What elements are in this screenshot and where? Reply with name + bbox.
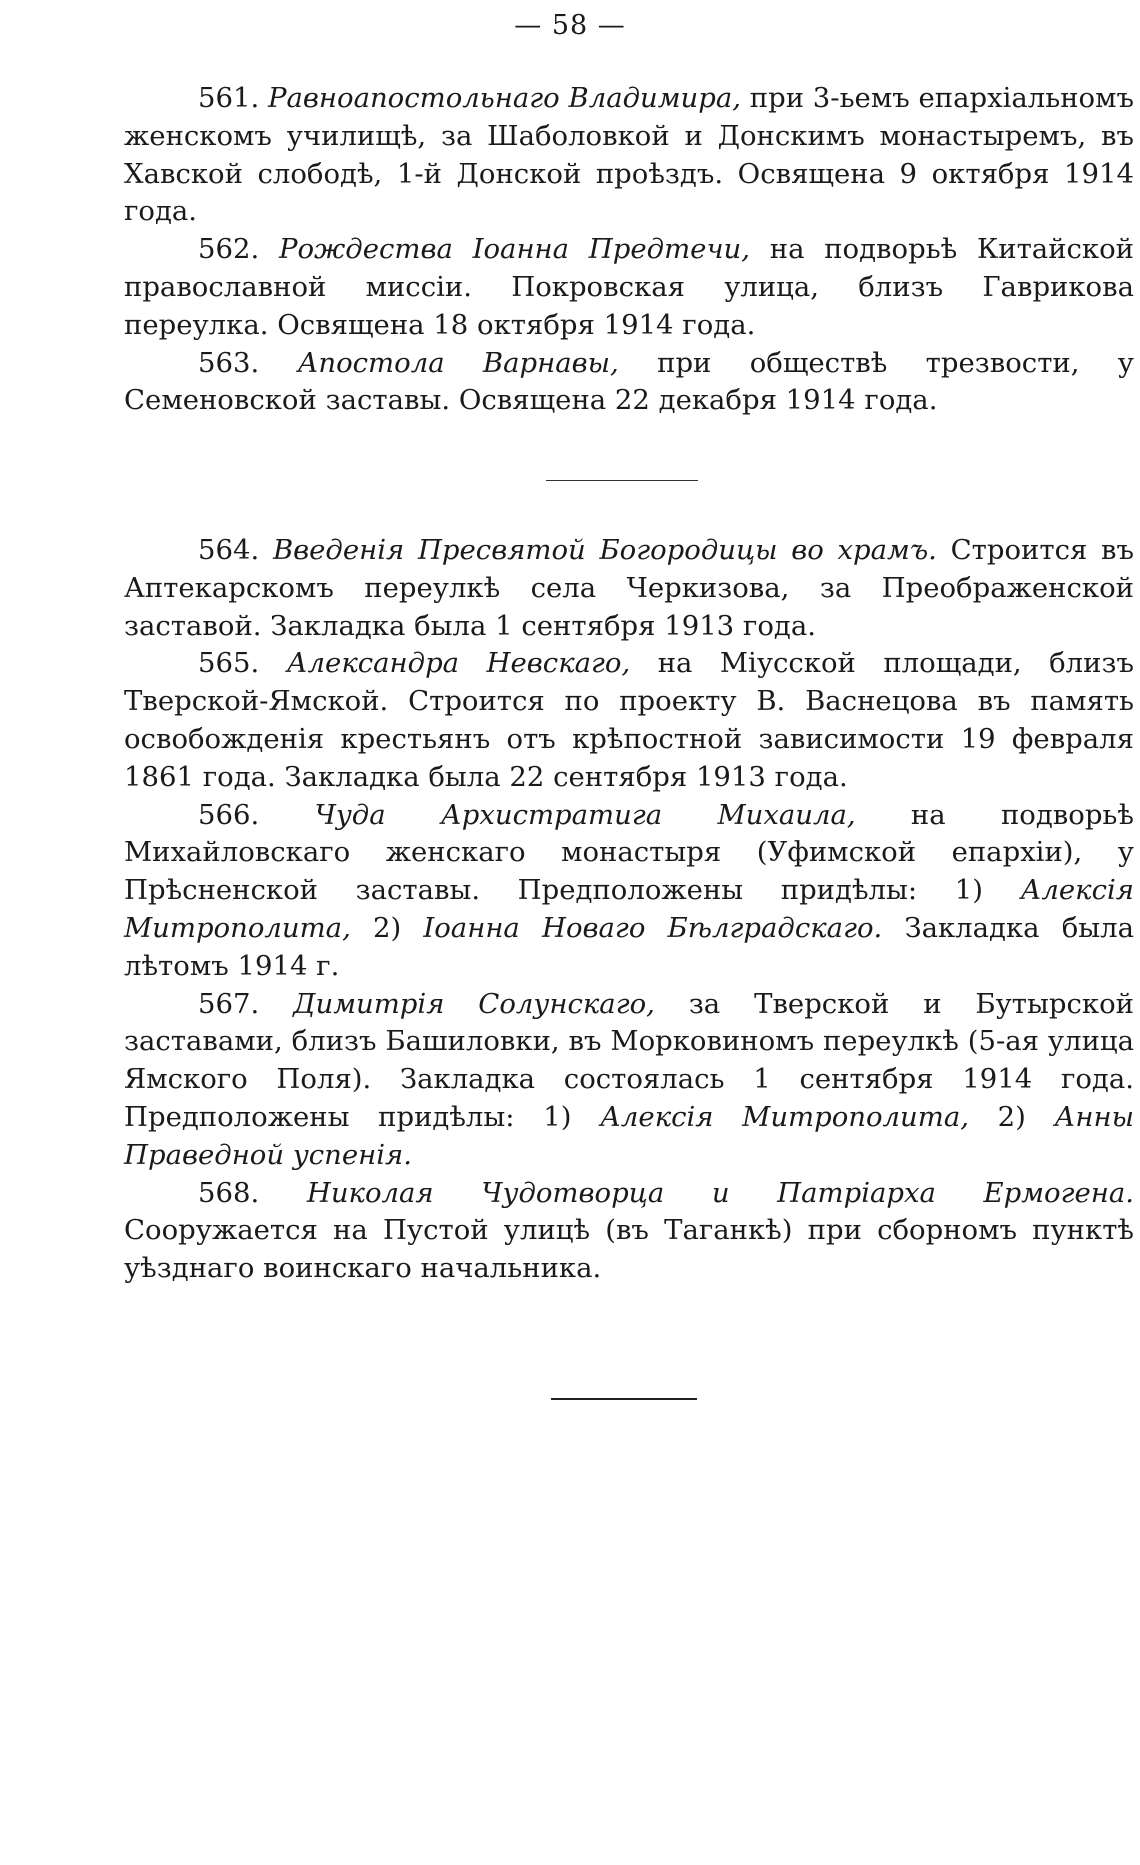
church-title: Равноапостольнаго Владимира, (268, 82, 741, 114)
church-title: Николая Чудотворца и Патріарха Ермогена. (306, 1176, 1134, 1209)
entry-562 (124, 231, 1134, 344)
entry-number: 562. (198, 233, 260, 266)
entry-566 (124, 797, 1134, 986)
side-chapel-name: Алексія Митрополита, (600, 1100, 969, 1133)
entry-text: при обществѣ трезвости, у Семеновской заставы. Освящена 22 декабря 1914 года. (124, 346, 1134, 417)
entry-567 (124, 986, 1134, 1175)
side-chapel-name: Алексія Митрополита, (124, 874, 1134, 944)
section-divider (546, 480, 698, 481)
entry-text: 2) (997, 1100, 1026, 1133)
entry-text: на Міусской площади, близъ Тверской-Ямской. Строится по проекту В. Васнецова въ память освобожденія крестьянъ отъ крѣпостной зависимости 19 февраля 1861 года. Закладка была 22 сентября 1913 года. (124, 647, 1134, 793)
entry-number: 565. (198, 647, 260, 680)
entry-563 (124, 345, 1134, 421)
entry-text: при 3-ьемъ епархіальномъ женскомъ училищѣ, за Шаболовкой и Донскимъ монастыремъ, въ Хавской слободѣ, 1-й Донской проѣздъ. Освящена 9 октября 1914 года. (124, 82, 1134, 228)
side-chapel-name: Анны Праведной успенія. (124, 1100, 1134, 1171)
church-title: Введенія Пресвятой Богородицы во храмъ. (272, 534, 937, 566)
entry-number: 564. (198, 534, 260, 566)
entry-text: Закладка была лѣтомъ 1914 г. (124, 911, 1135, 982)
entry-561 (124, 80, 1134, 231)
church-title: Апостола Варнавы, (297, 346, 619, 379)
church-title: Александра Невскаго, (286, 647, 631, 680)
entries-block-consecrated (124, 80, 1134, 420)
entry-568 (124, 1175, 1134, 1288)
entry-564 (124, 532, 1134, 645)
entry-text: за Тверской и Бутырской заставами, близъ Башиловки, въ Морковиномъ переулкѣ (5-ая улица Ямского Поля). Закладка состоялась 1 сентября 1914 года. Предположены придѣлы: 1) (124, 987, 1134, 1133)
church-title: Рождества Іоанна Предтечи, (278, 233, 751, 266)
entry-text: на подворьѣ Китайской православной миссіи. Покровская улица, близъ Гаврикова переулка. Освящена 18 октября 1914 года. (124, 233, 1135, 341)
entry-text: Сооружается на Пустой улицѣ (въ Таганкѣ) при сборномъ пунктѣ уѣзднаго воинскаго начальника. (124, 1214, 1134, 1285)
entry-565 (124, 645, 1134, 796)
side-chapel-name: Іоанна Новаго Бѣлградскаго. (423, 911, 883, 944)
entry-number: 563. (198, 346, 260, 379)
entry-text: на подворьѣ Михайловскаго женскаго монастыря (Уфимской епархіи), у Прѣсненской заставы. Предположены придѣлы: 1) (124, 798, 1134, 907)
end-rule (551, 1398, 697, 1400)
entry-number: 567. (198, 987, 260, 1020)
entry-number: 561. (198, 82, 260, 114)
church-title: Димитрія Солунскаго, (293, 987, 655, 1020)
entry-number: 568. (198, 1176, 260, 1209)
entries-block-under-construction (124, 532, 1134, 1288)
entry-text: Строится въ Аптекарскомъ переулкѣ села Черкизова, за Преображенской заставой. Закладка была 1 сентября 1913 года. (124, 534, 1134, 642)
entry-number: 566. (198, 798, 260, 831)
page-number: — 58 — (514, 10, 626, 41)
entry-text: 2) (372, 911, 402, 944)
church-title: Чуда Архистратига Михаила, (314, 798, 856, 831)
